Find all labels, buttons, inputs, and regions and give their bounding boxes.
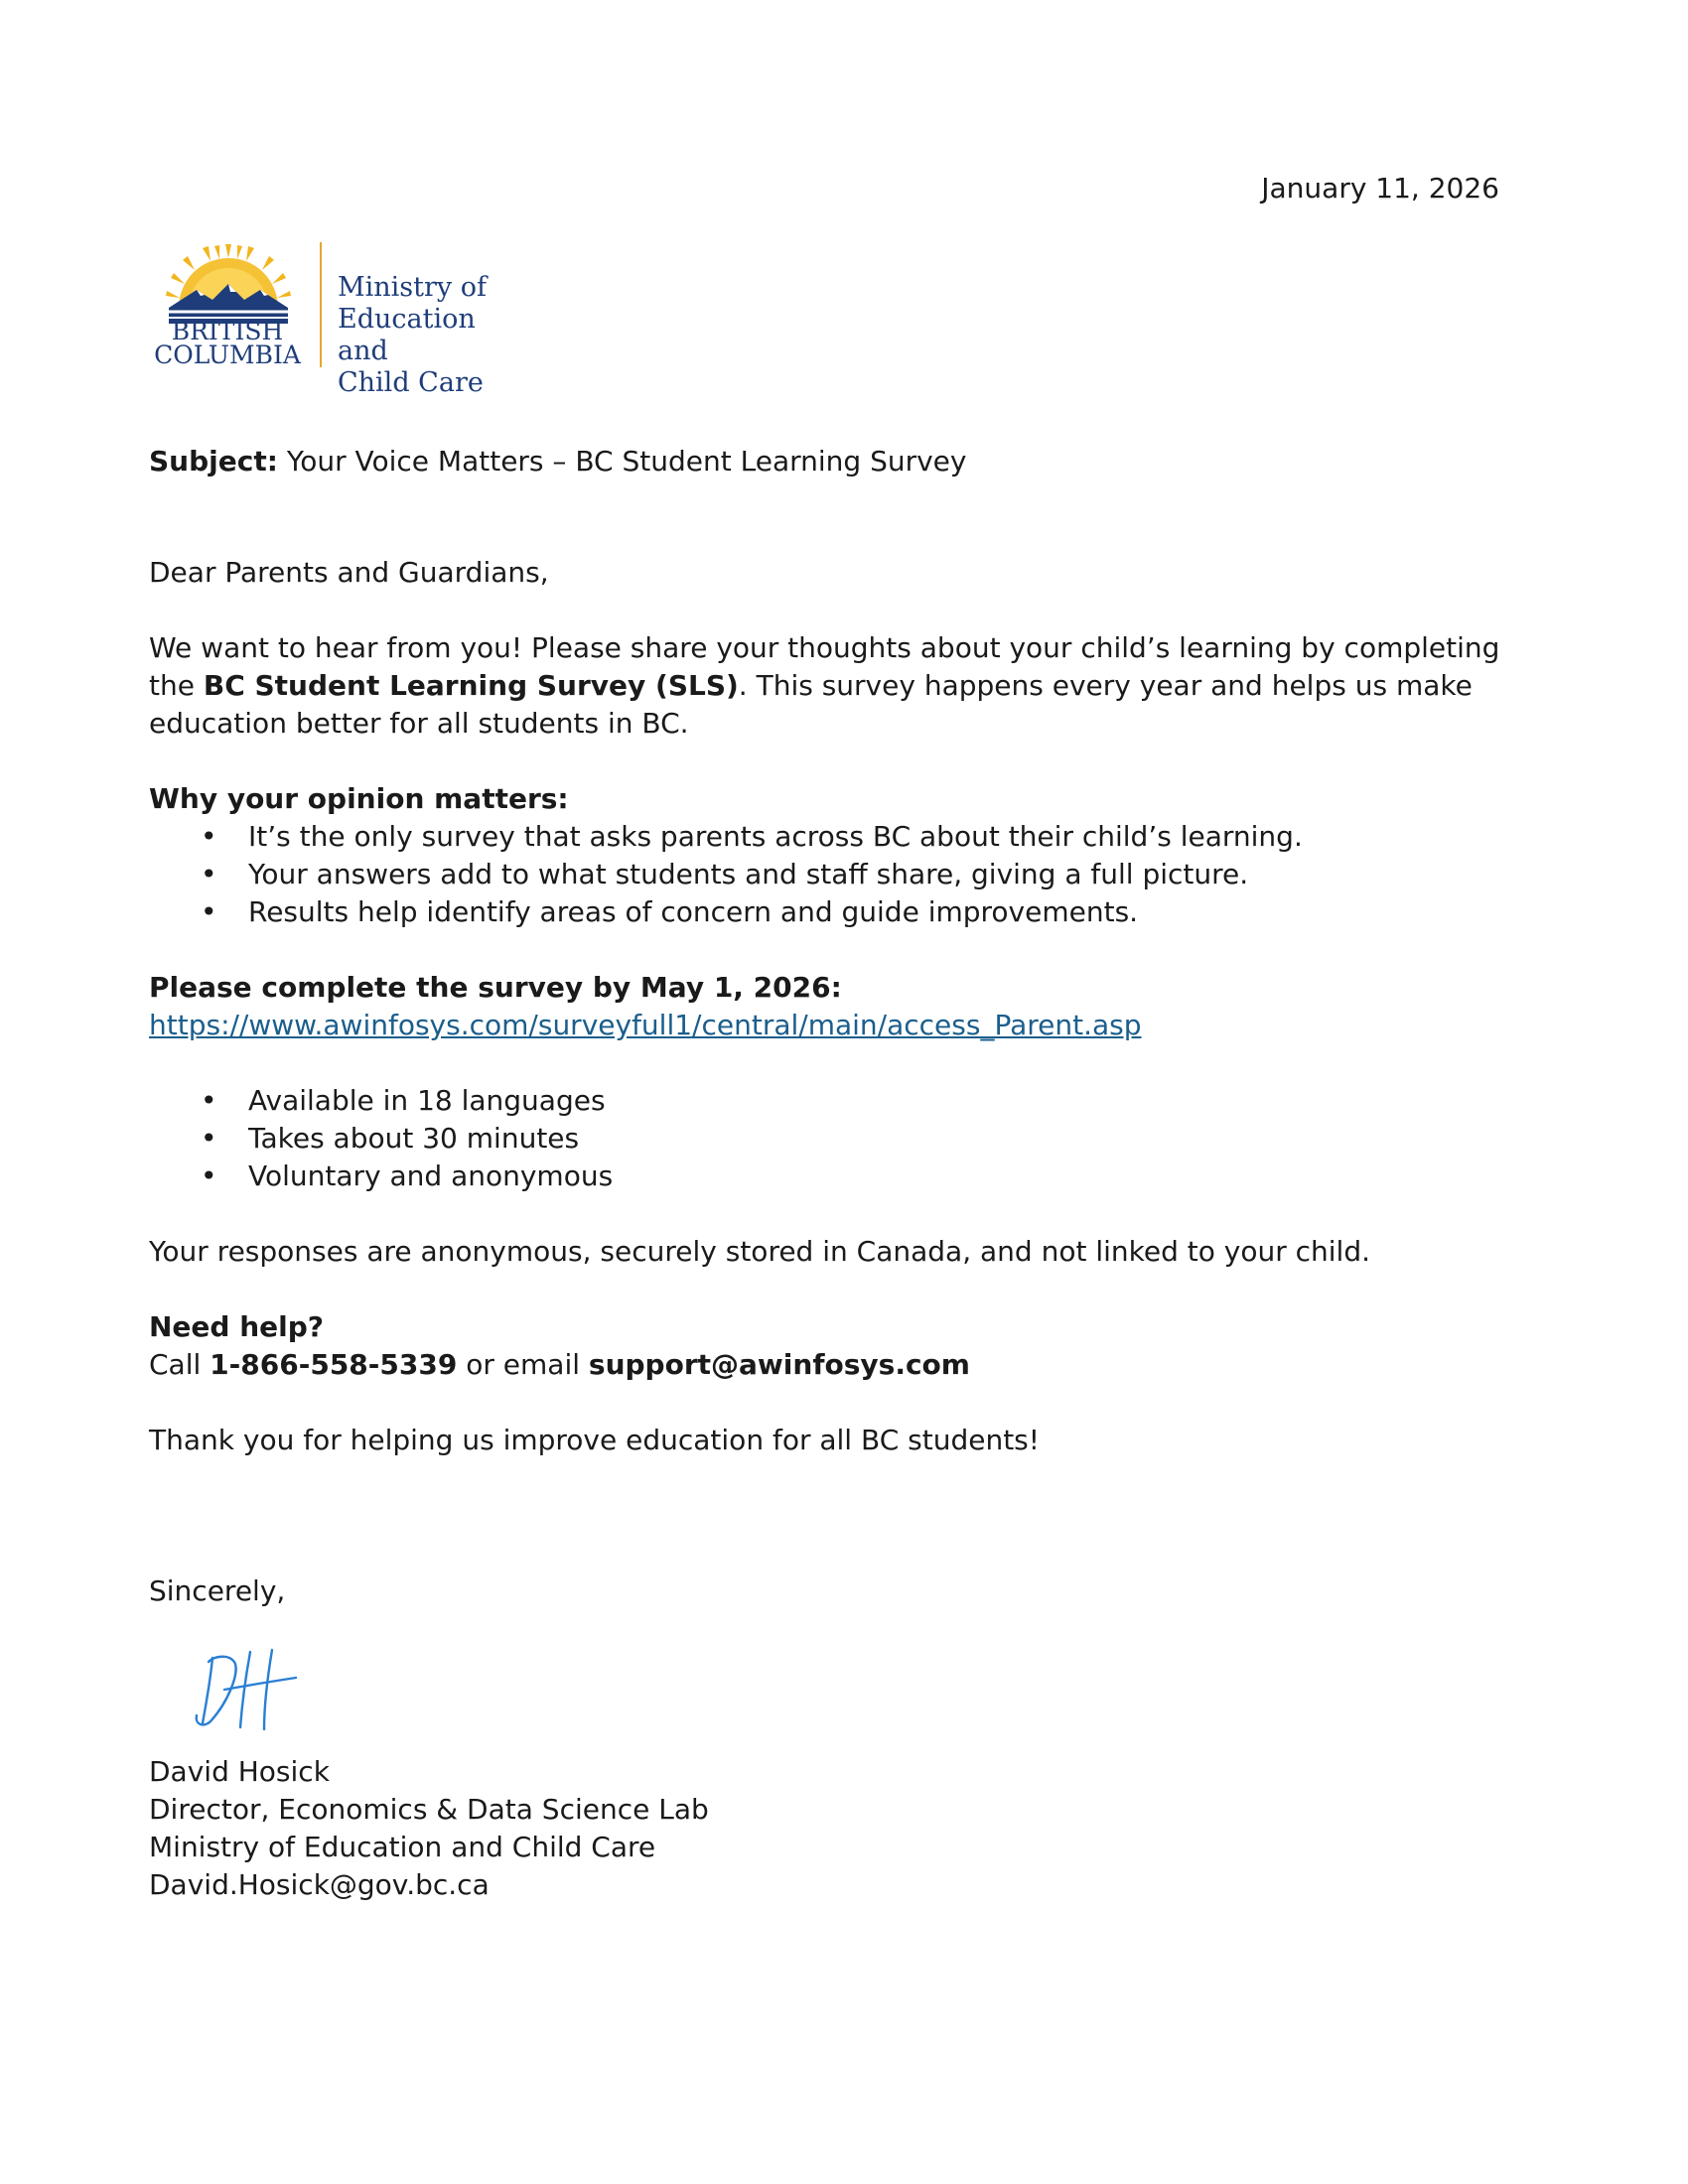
signature-image — [185, 1644, 304, 1733]
bc-ministry-logo — [149, 238, 526, 398]
privacy-statement: Your responses are anonymous, securely stored in Canada, and not linked to your child. — [149, 1235, 1371, 1268]
help-or-text: or email — [457, 1348, 589, 1381]
list-item-text: Your answers add to what students and staff share, giving a full picture. — [248, 858, 1249, 890]
list-item — [149, 1120, 1509, 1158]
bullet-icon: • — [201, 858, 217, 890]
subject-label: Subject: — [149, 445, 278, 478]
help-phone: 1-866-558-5339 — [210, 1348, 458, 1381]
signer-org: Ministry of Education and Child Care — [149, 1831, 656, 1863]
help-heading: Need help? — [149, 1310, 325, 1343]
logo-divider — [320, 242, 322, 367]
bullet-icon: • — [201, 820, 217, 853]
signer-block — [149, 1753, 1509, 1904]
help-email: support@awinfosys.com — [588, 1348, 970, 1381]
signer-email: David.Hosick@gov.bc.ca — [149, 1868, 490, 1901]
intro-part1: We want to hear from you! Please share your thoughts about your child’s learning by completing the — [149, 631, 1500, 702]
bullet-icon: • — [201, 895, 217, 928]
logo-wordmark-line2: COLUMBIA — [154, 341, 301, 369]
survey-facts — [149, 1082, 1509, 1195]
facts-list — [149, 1082, 1509, 1195]
list-item — [149, 1158, 1509, 1195]
intro-part2: . This survey happens every year and helps us make education better for all students in BC. — [149, 669, 1473, 740]
logo-wordmark-line1: BRITISH — [171, 317, 284, 345]
survey-link[interactable]: https://www.awinfosys.com/surveyfull1/central/main/access_Parent.asp — [149, 1009, 1142, 1041]
deadline-section — [149, 969, 1509, 1044]
ministry-line3: Child Care — [338, 367, 484, 398]
bullet-icon: • — [201, 1122, 217, 1155]
list-item — [149, 856, 1509, 893]
list-item-text: Available in 18 languages — [248, 1084, 606, 1117]
ministry-name — [338, 272, 526, 399]
bullet-icon: • — [201, 1160, 217, 1192]
ministry-line1: Ministry of — [338, 272, 488, 303]
bullet-icon: • — [201, 1084, 217, 1117]
subject-text: Your Voice Matters – BC Student Learning Survey — [286, 445, 967, 478]
intro-survey-name: BC Student Learning Survey (SLS) — [203, 669, 739, 702]
list-item — [149, 1082, 1509, 1120]
help-section — [149, 1308, 1509, 1384]
why-list — [149, 818, 1509, 931]
letter-date: January 11, 2026 — [1261, 172, 1499, 205]
closing: Sincerely, — [149, 1574, 286, 1607]
help-call-text: Call — [149, 1348, 211, 1381]
list-item-text: Voluntary and anonymous — [248, 1160, 614, 1192]
why-heading: Why your opinion matters: — [149, 782, 569, 815]
list-item-text: It’s the only survey that asks parents across BC about their child’s learning. — [248, 820, 1303, 853]
subject-line — [149, 443, 1509, 480]
why-section — [149, 780, 1509, 931]
list-item — [149, 818, 1509, 856]
ministry-line2: Education and — [338, 304, 476, 366]
salutation: Dear Parents and Guardians, — [149, 556, 549, 589]
thank-you-line: Thank you for helping us improve education for all BC students! — [149, 1424, 1040, 1456]
signer-title: Director, Economics & Data Science Lab — [149, 1793, 709, 1826]
list-item-text: Takes about 30 minutes — [248, 1122, 580, 1155]
deadline-heading: Please complete the survey by May 1, 2026: — [149, 971, 842, 1004]
intro-paragraph — [149, 629, 1509, 743]
signer-name: David Hosick — [149, 1755, 330, 1788]
list-item-text: Results help identify areas of concern and guide improvements. — [248, 895, 1139, 928]
list-item — [149, 893, 1509, 931]
